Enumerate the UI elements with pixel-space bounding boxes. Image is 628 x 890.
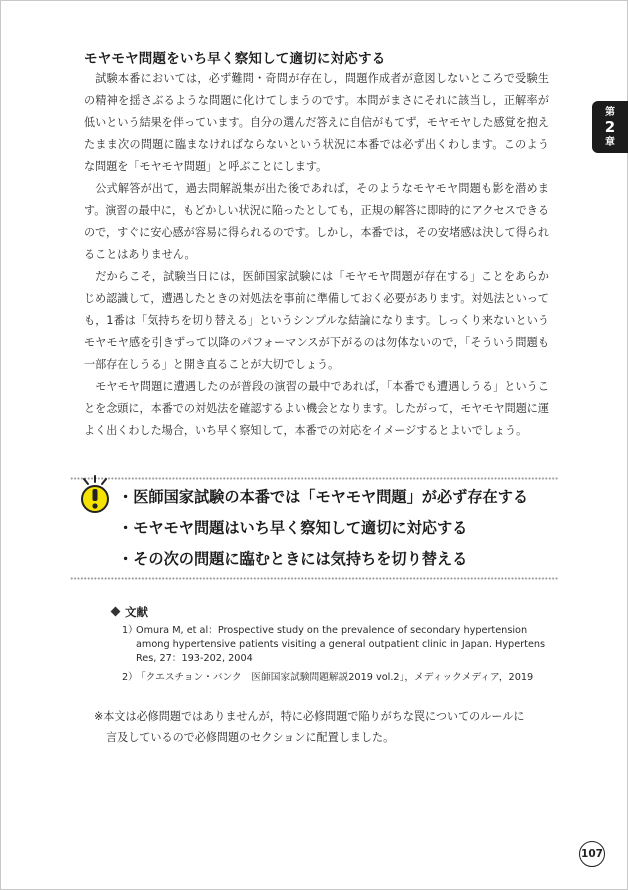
reference-text: 「クエスチョン・バンク 医師国家試験問題解説2019 vol.2」，メディックメディア，2019 xyxy=(136,672,534,683)
chapter-prefix: 第 xyxy=(605,106,615,118)
references-list xyxy=(122,624,548,690)
key-point: ・医師国家試験の本番では「モヤモヤ問題」が必ず存在する xyxy=(118,488,529,506)
key-point: ・その次の問題に臨むときには気持ちを切り替える xyxy=(118,550,468,568)
dotted-divider-top xyxy=(70,476,558,481)
paragraph: 試験本番においては，必ず難問・奇問が存在し，問題作成者が意図しないところで受験生の精神を揺さぶるような問題に化けてしまうのです。本問がまさにそれに該当し，正解率が低いという結果を伴っています。自分の選んだ答えに自信がもてず，モヤモヤした感覚を抱えたまま次の問題に臨まなければならないという状況に本番では必ず出くわします。このような問題を「モヤモヤ問題」と呼ぶことにします。 xyxy=(84,72,549,173)
reference-text: Omura M, et al：Prospective study on the prevalence of secondary hypertension among hypertensive patients visiting a general outpatient clinic in Japan. Hypertens Res, 27：193-202, 2004 xyxy=(136,625,546,664)
diamond-bullet-icon xyxy=(111,607,121,617)
body-text xyxy=(84,68,549,442)
references-title xyxy=(112,604,148,620)
key-point: ・モヤモヤ問題はいち早く察知して適切に対応する xyxy=(118,519,468,537)
footnote xyxy=(94,706,550,748)
reference-item xyxy=(122,624,548,666)
reference-item xyxy=(122,671,548,685)
chapter-tab xyxy=(592,101,628,153)
references-title-text: 文献 xyxy=(125,605,148,619)
chapter-suffix: 章 xyxy=(605,136,615,148)
footnote-line: ※本文は必修問題ではありませんが，特に必修問題で陥りがちな罠についてのルールに xyxy=(94,710,525,723)
page-number: 107 xyxy=(579,841,605,867)
section-heading: モヤモヤ問題をいち早く察知して適切に対応する xyxy=(84,51,386,67)
reference-number: 1） xyxy=(122,625,138,636)
paragraph: 公式解答が出て，過去問解説集が出た後であれば，そのようなモヤモヤ問題も影を潜めます。演習の最中に，もどかしい状況に陥ったとしても，正規の解答に即時的にアクセスできるので，すぐに安心感が容易に得られるのです。しかし，本番では，その安堵感は決して得られることはありません。 xyxy=(84,182,549,261)
paragraph: モヤモヤ問題に遭遇したのが普段の演習の最中であれば，「本番でも遭遇しうる」ということを念頭に，本番での対処法を確認するよい機会となります。したがって，モヤモヤ問題に運よく出くわした場合，いち早く察知して，本番での対応をイメージするとよいでしょう。 xyxy=(84,380,549,437)
paragraph: だからこそ，試験当日には，医師国家試験には「モヤモヤ問題が存在する」ことをあらかじめ認識して，遭遇したときの対処法を事前に準備しておく必要があります。対処法といっても，1番は「気持ちを切り替える」というシンプルな結論になります。しっくり来ないというモヤモヤ感を引きずって以降のパフォーマンスが下がるのは勿体ないので，「そういう問題も一部存在しうる」と開き直ることが大切でしょう。 xyxy=(84,270,549,371)
dotted-divider-bottom xyxy=(70,576,558,581)
reference-number: 2） xyxy=(122,672,138,683)
exclamation-alert-icon xyxy=(76,474,114,516)
footnote-line: 言及しているので必修問題のセクションに配置しました。 xyxy=(106,731,395,744)
chapter-number: 2 xyxy=(604,117,616,136)
